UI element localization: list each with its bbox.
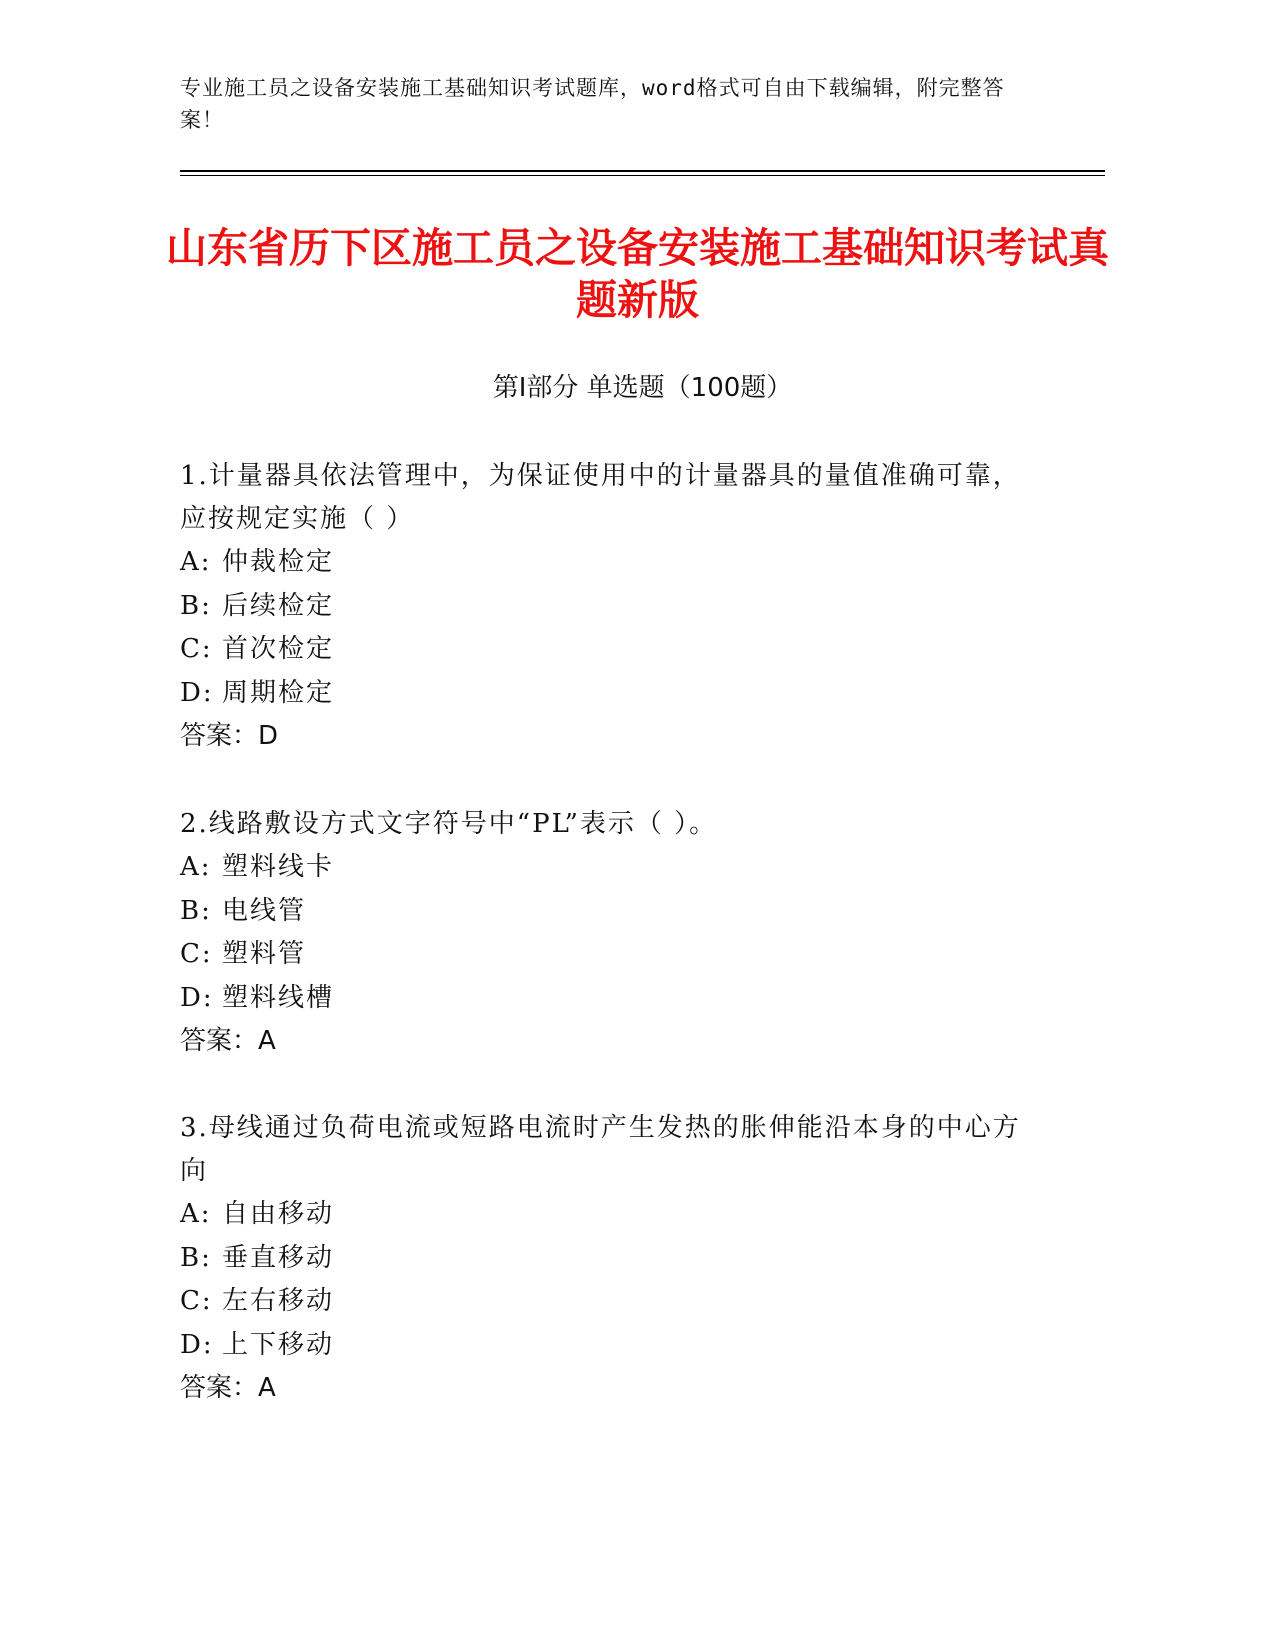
option-letter: C: [180, 634, 213, 664]
question-stem: 1.计量器具依法管理中，为保证使用中的计量器具的量值准确可靠，应按规定实施（ ） [180, 461, 1021, 534]
option-b [180, 890, 1040, 934]
header-note: 专业施工员之设备安装施工基础知识考试题库，word格式可自由下载编辑，附完整答案！ [180, 76, 1005, 132]
option-c [180, 1280, 1040, 1324]
option-text: 仲裁检定 [222, 547, 335, 577]
answer-line: 答案：D [180, 721, 279, 751]
option-text: 电线管 [222, 895, 307, 926]
question-1 [180, 455, 1040, 759]
question-3 [180, 1107, 1040, 1411]
option-text: 后续检定 [222, 590, 335, 621]
option-text: 塑料线卡 [222, 852, 335, 882]
option-a [180, 846, 1040, 890]
question-stem: 3.母线通过负荷电流或短路电流时产生发热的胀伸能沿本身的中心方向 [180, 1113, 1021, 1186]
option-c [180, 628, 1040, 672]
option-b [180, 1237, 1040, 1281]
option-text: 首次检定 [222, 634, 335, 664]
option-letter: D: [180, 1329, 214, 1360]
option-c [180, 933, 1040, 977]
answer-line: 答案：A [180, 1026, 276, 1056]
option-letter: B: [180, 895, 212, 926]
section-heading: 第Ⅰ部分 单选题（100题） [492, 373, 793, 403]
option-b [180, 585, 1040, 629]
option-letter: D: [180, 677, 214, 708]
document-title: 山东省历下区施工员之设备安装施工基础知识考试真题新版 [166, 224, 1109, 324]
option-d [180, 1324, 1040, 1368]
question-2 [180, 803, 1040, 1064]
header-rule-thick [180, 170, 1105, 172]
option-letter: B: [180, 590, 212, 621]
option-text: 塑料线槽 [222, 982, 335, 1013]
option-letter: A: [180, 547, 212, 577]
option-a [180, 1193, 1040, 1237]
option-letter: A: [180, 1199, 212, 1229]
option-text: 左右移动 [222, 1286, 335, 1316]
option-text: 周期检定 [222, 677, 335, 708]
option-letter: D: [180, 982, 214, 1013]
option-d [180, 672, 1040, 716]
option-letter: C: [180, 939, 213, 969]
question-stem: 2.线路敷设方式文字符号中“PL”表示（ ）。 [180, 809, 718, 839]
option-text: 上下移动 [222, 1329, 335, 1360]
option-a [180, 541, 1040, 585]
option-d [180, 977, 1040, 1021]
header-rule-thin [180, 175, 1105, 176]
answer-line: 答案：A [180, 1373, 276, 1403]
option-letter: A: [180, 852, 212, 882]
option-text: 自由移动 [222, 1199, 335, 1229]
option-letter: C: [180, 1286, 213, 1316]
option-text: 塑料管 [222, 939, 307, 969]
option-letter: B: [180, 1242, 212, 1273]
option-text: 垂直移动 [222, 1242, 335, 1273]
